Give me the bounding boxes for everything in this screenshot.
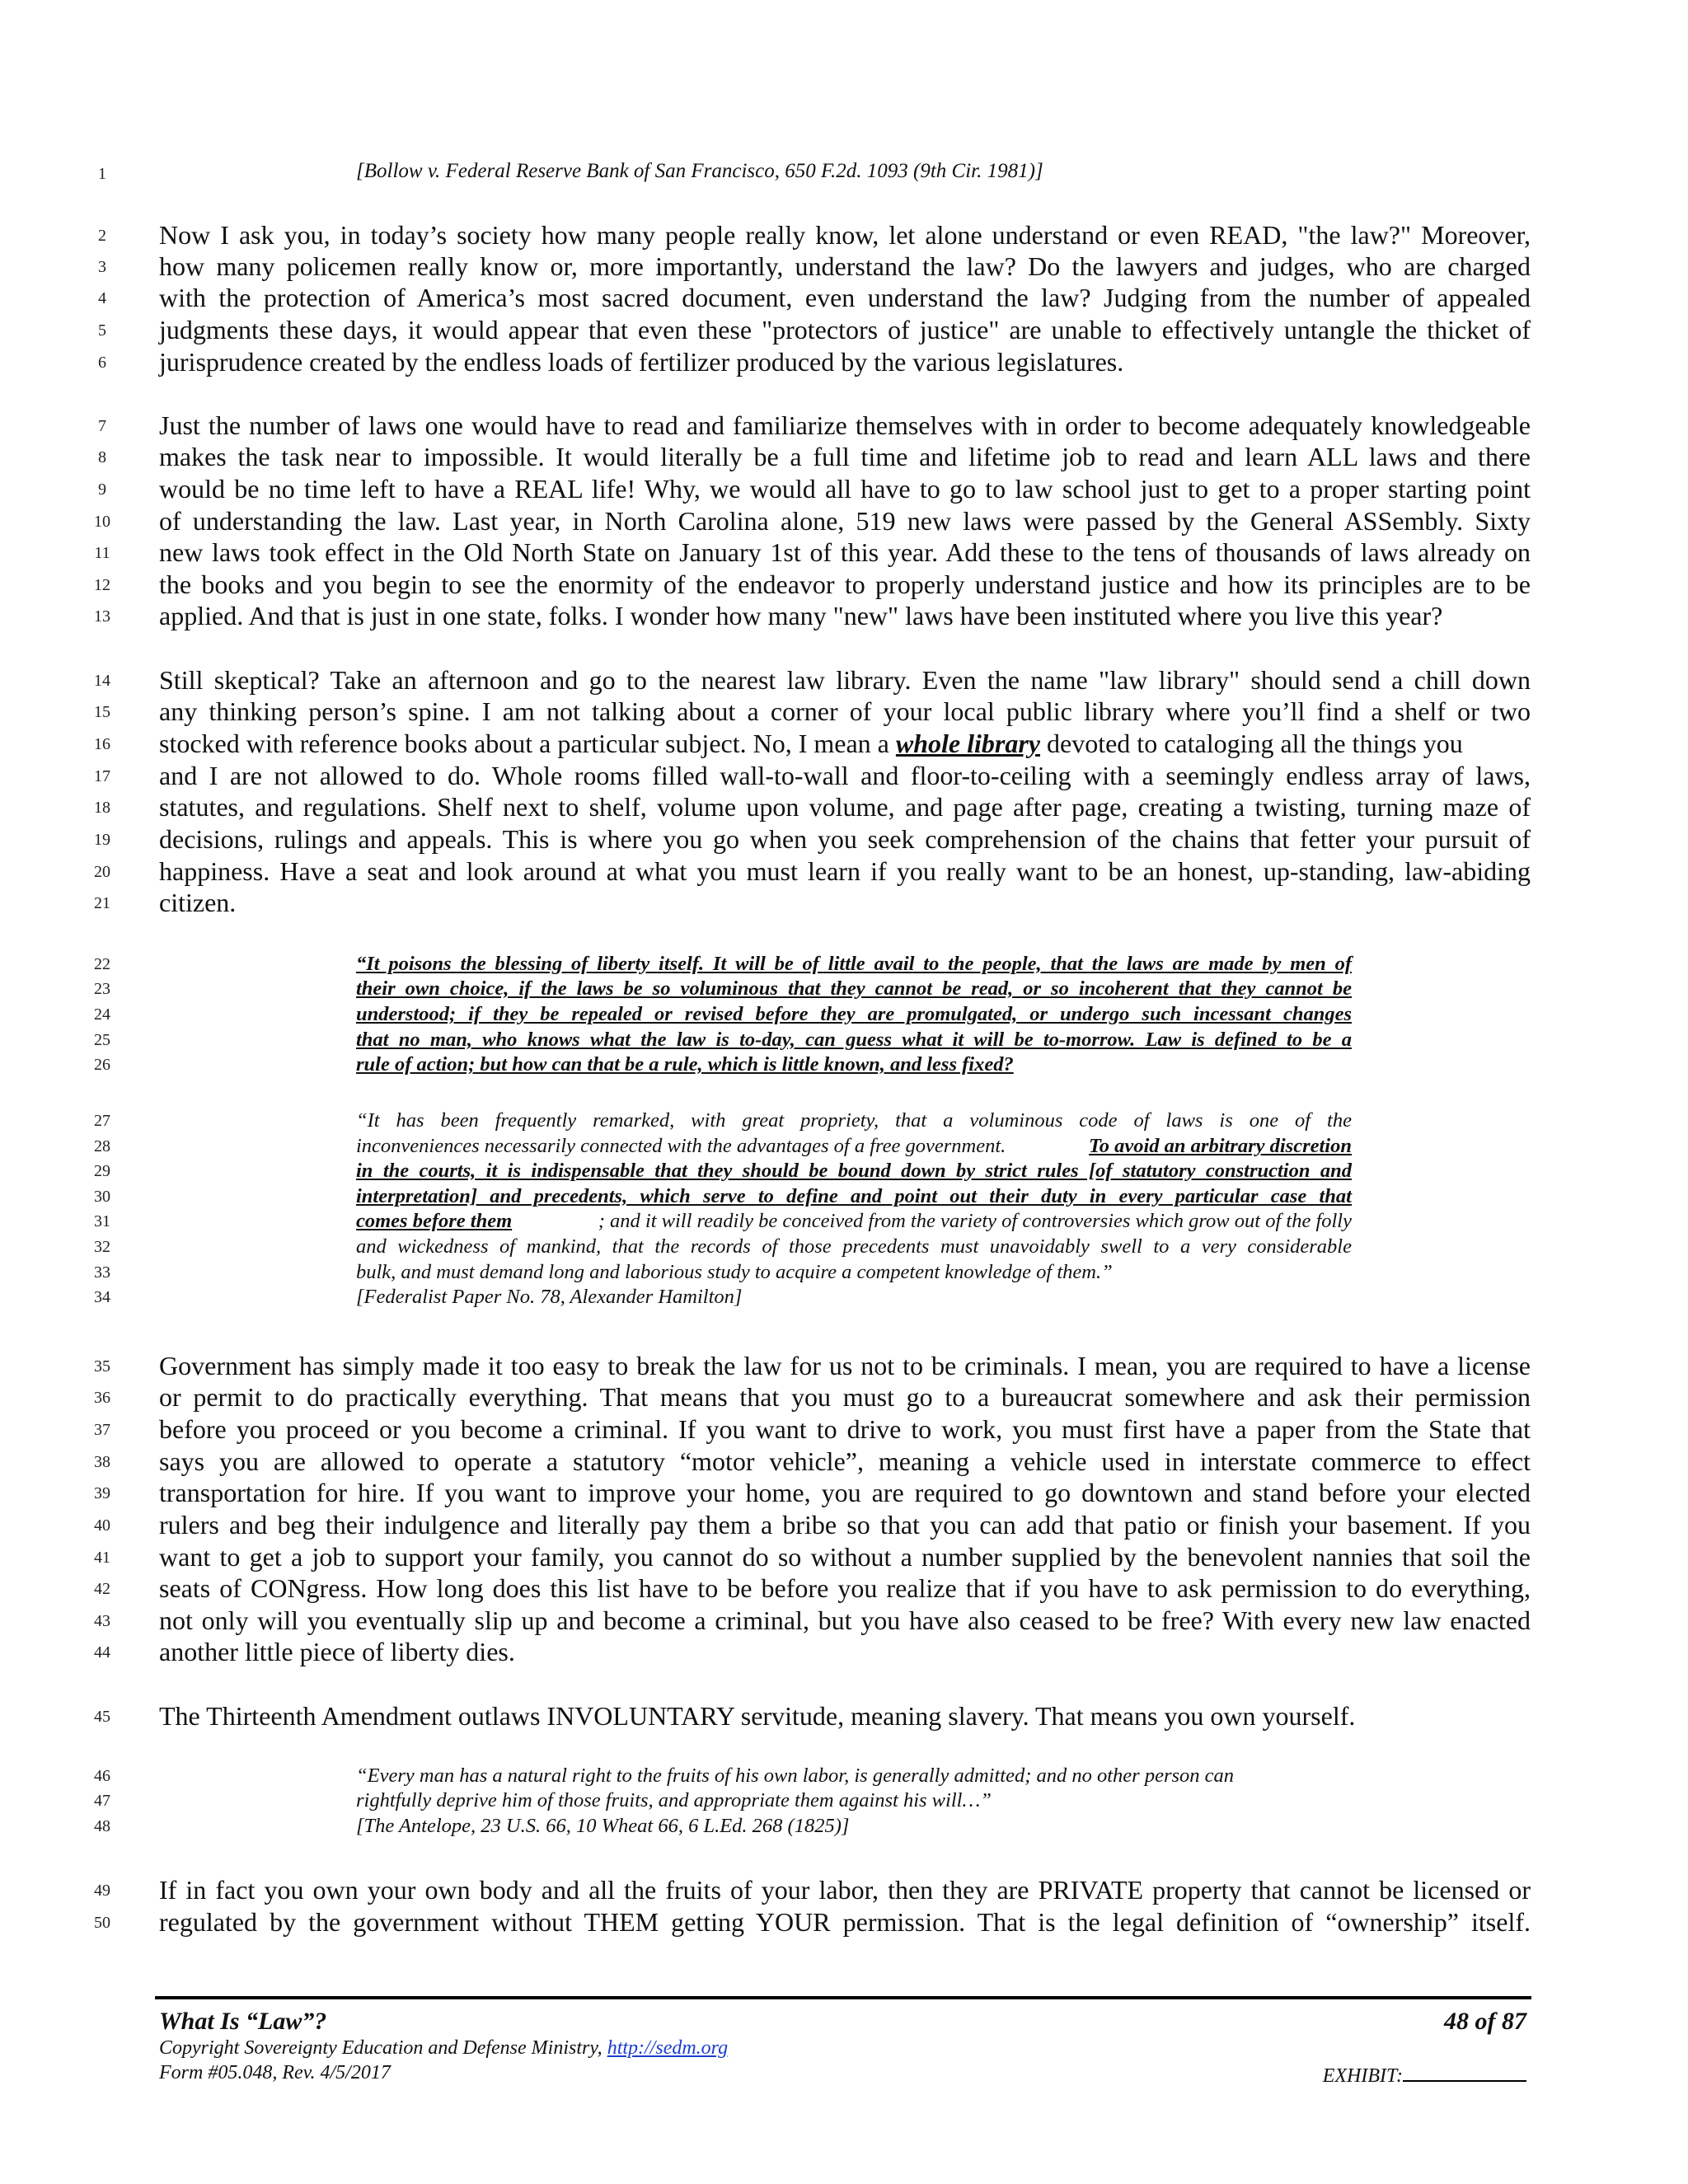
emphasized-phrase: To avoid an arbitrary discretion (1089, 1135, 1352, 1157)
quote-line: understood; if they be repealed or revised before they are promulgated, or undergo such incessant changes (356, 1003, 1352, 1025)
line-number: 11 (94, 544, 110, 562)
quote-line (356, 1209, 1352, 1234)
text-fragment: ; and it will readily be conceived from the variety of controversies which grow out of the folly (598, 1210, 1352, 1232)
line-number: 32 (94, 1238, 110, 1256)
text-fragment: devoted to cataloging all the things you (1040, 729, 1463, 758)
text-line: another little piece of liberty dies. (159, 1637, 515, 1666)
case-citation: [Bollow v. Federal Reserve Bank of San Francisco, 650 F.2d. 1093 (9th Cir. 1981)] (356, 160, 1043, 182)
text-line: Government has simply made it too easy to break the law for us not to be criminals. I mean, you are required to have a license (159, 1351, 1531, 1380)
text-line (159, 728, 1531, 759)
quote-line: bulk, and must demand long and laborious study to acquire a competent knowledge of them.” (356, 1261, 1113, 1283)
line-number: 29 (94, 1162, 110, 1180)
text-line: makes the task near to impossible. It would literally be a full time and lifetime job to read and learn ALL laws and there (159, 442, 1531, 471)
quote-line: rightfully deprive him of those fruits, and appropriate them against his will…” (356, 1789, 992, 1811)
line-number: 23 (94, 980, 110, 998)
line-number: 42 (94, 1580, 110, 1598)
line-number: 41 (94, 1549, 110, 1567)
line-number: 15 (94, 703, 110, 721)
copyright-text: Copyright Sovereignty Education and Defense Ministry, (159, 2037, 607, 2059)
text-line: before you proceed or you become a criminal. If you want to drive to work, you must first have a paper from the State that (159, 1414, 1531, 1444)
text-line: rulers and beg their indulgence and literally pay them a bribe so that you can add that patio or finish your basement. If you (159, 1510, 1531, 1540)
line-number: 28 (94, 1137, 110, 1155)
line-number: 43 (94, 1612, 110, 1630)
text-line: Just the number of laws one would have to read and familiarize themselves with in order to become adequately knowledgeable (159, 410, 1531, 440)
line-number: 6 (98, 354, 106, 372)
text-line: citizen. (159, 888, 237, 917)
text-line: seats of CONgress. How long does this list have to be before you realize that if you have to ask permission to do everything, (159, 1573, 1531, 1603)
text-line: the books and you begin to see the enormity of the endeavor to properly understand justice and how its principles are to be (159, 569, 1531, 599)
line-number: 47 (94, 1792, 110, 1810)
line-number: 13 (94, 607, 110, 626)
text-line: or permit to do practically everything. That means that you must go to a bureaucrat somewhere and ask their permission (159, 1382, 1531, 1412)
line-number: 46 (94, 1767, 110, 1785)
footer-divider (155, 1996, 1531, 1999)
text-line: Still skeptical? Take an afternoon and go to the nearest law library. Even the name "law library" should send a chill down (159, 665, 1531, 695)
text-fragment: stocked with reference books about a particular subject. No, I mean a (159, 729, 896, 758)
text-line: If in fact you own your own body and all the fruits of your labor, then they are PRIVATE property that cannot be licensed or (159, 1875, 1531, 1905)
text-line: new laws took effect in the Old North State on January 1st of this year. Add these to the tens of thousands of laws already on (159, 537, 1531, 567)
line-number: 45 (94, 1708, 110, 1726)
line-number: 5 (98, 321, 106, 340)
quote-line: that no man, who knows what the law is to-day, can guess what it will be to-morrow. Law is defined to be a (356, 1029, 1352, 1051)
line-number: 44 (94, 1643, 110, 1661)
quote-citation: [Federalist Paper No. 78, Alexander Hamilton] (356, 1286, 743, 1308)
text-line: says you are allowed to operate a statutory “motor vehicle”, meaning a vehicle used in interstate commerce to effect (159, 1446, 1531, 1476)
line-number: 12 (94, 576, 110, 594)
text-line: judgments these days, it would appear that even these "protectors of justice" are unable to effectively untangle the thicket of (159, 315, 1531, 344)
line-number: 4 (98, 289, 106, 307)
text-line: with the protection of America’s most sacred document, even understand the law? Judging from the number of appealed (159, 283, 1531, 312)
text-line: happiness. Have a seat and look around at what you must learn if you really want to be an honest, up-standing, law-abiding (159, 856, 1531, 886)
line-number: 16 (94, 735, 110, 753)
copyright-line (159, 2037, 728, 2060)
exhibit-label (1323, 2062, 1526, 2088)
document-title: What Is “Law”? (159, 2008, 327, 2035)
text-line: of understanding the law. Last year, in North Carolina alone, 519 new laws were passed by the General ASSembly. Sixty (159, 506, 1531, 536)
text-line: decisions, rulings and appeals. This is where you go when you seek comprehension of the chains that fetter your pursuit of (159, 824, 1531, 854)
line-number: 27 (94, 1112, 110, 1130)
text-line: and I are not allowed to do. Whole rooms filled wall-to-wall and floor-to-ceiling with a seemingly endless array of laws, (159, 761, 1531, 790)
line-number: 7 (98, 417, 106, 435)
line-number: 24 (94, 1005, 110, 1024)
text-line: Now I ask you, in today’s society how many people really know, let alone understand or even READ, "the law?" Moreover, (159, 220, 1531, 250)
quote-line: and wickedness of mankind, that the records of those precedents must unavoidably swell to a very considerable (356, 1235, 1352, 1258)
text-line: how many policemen really know or, more importantly, understand the law? Do the lawyers and judges, who are charged (159, 251, 1531, 281)
text-line: applied. And that is just in one state, folks. I wonder how many "new" laws have been instituted where you live this year? (159, 601, 1443, 630)
line-number: 8 (98, 448, 106, 466)
line-number: 35 (94, 1357, 110, 1376)
line-number: 40 (94, 1516, 110, 1535)
line-number: 39 (94, 1484, 110, 1502)
line-number: 17 (94, 767, 110, 785)
quote-line: rule of action; but how can that be a rule, which is little known, and less fixed? (356, 1053, 1014, 1076)
text-line: statutes, and regulations. Shelf next to shelf, volume upon volume, and page after page, creating a twisting, turning maze of (159, 792, 1531, 822)
emphasized-phrase: whole library (895, 729, 1040, 758)
quote-line: “It has been frequently remarked, with great propriety, that a voluminous code of laws is one of the (356, 1109, 1352, 1132)
quote-line: in the courts, it is indispensable that they should be bound down by strict rules [of statutory construction and (356, 1160, 1352, 1182)
text-line: The Thirteenth Amendment outlaws INVOLUNTARY servitude, meaning slavery. That means you own yourself. (159, 1701, 1356, 1731)
line-number: 31 (94, 1212, 110, 1230)
line-number: 9 (98, 480, 106, 499)
text-line: not only will you eventually slip up and become a criminal, but you have also ceased to be free? With every new law enacted (159, 1605, 1531, 1635)
line-number: 2 (98, 227, 106, 245)
text-line: regulated by the government without THEM getting YOUR permission. That is the legal definition of “ownership” itself. (159, 1907, 1531, 1937)
text-line: any thinking person’s spine. I am not talking about a corner of your local public library where you’ll find a shelf or two (159, 696, 1531, 726)
line-number: 48 (94, 1817, 110, 1835)
line-number: 38 (94, 1453, 110, 1471)
quote-line: interpretation] and precedents, which serve to define and point out their duty in every particular case that (356, 1185, 1352, 1207)
quote-line (356, 1134, 1352, 1159)
line-number: 37 (94, 1421, 110, 1439)
text-line: jurisprudence created by the endless loads of fertilizer produced by the various legislatures. (159, 347, 1124, 377)
text-line: transportation for hire. If you want to improve your home, you are required to go downtown and stand before your elected (159, 1478, 1531, 1507)
line-number: 26 (94, 1056, 110, 1074)
line-number: 49 (94, 1882, 110, 1900)
quote-citation: [The Antelope, 23 U.S. 66, 10 Wheat 66, 6 L.Ed. 268 (1825)] (356, 1815, 850, 1837)
line-number: 1 (98, 165, 106, 183)
line-number: 3 (98, 258, 106, 276)
emphasized-phrase: comes before them (356, 1210, 513, 1232)
quote-line: “It poisons the blessing of liberty itself. It will be of little avail to the people, that the laws are made by men of (356, 953, 1352, 975)
line-number: 14 (94, 672, 110, 690)
quote-line: “Every man has a natural right to the fruits of his own labor, is generally admitted; and no other person can (356, 1765, 1235, 1787)
exhibit-text: EXHIBIT: (1322, 2065, 1403, 2087)
line-number: 22 (94, 955, 110, 973)
line-number: 36 (94, 1389, 110, 1407)
quote-line: their own choice, if the laws be so voluminous that they cannot be read, or so incoherent that they cannot be (356, 977, 1352, 1000)
page-number: 48 of 87 (1444, 2008, 1526, 2035)
form-number: Form #05.048, Rev. 4/5/2017 (159, 2062, 391, 2083)
line-number: 50 (94, 1914, 110, 1932)
line-number: 20 (94, 863, 110, 881)
line-number: 19 (94, 831, 110, 849)
line-number: 18 (94, 799, 110, 817)
exhibit-blank-line (1403, 2062, 1526, 2082)
line-number: 33 (94, 1263, 110, 1282)
text-fragment: inconveniences necessarily connected with the advantages of a free government. (356, 1135, 1011, 1157)
line-number: 34 (94, 1288, 110, 1306)
text-line: want to get a job to support your family, you cannot do so without a number supplied by the benevolent nannies that soil the (159, 1542, 1531, 1572)
line-number: 10 (94, 513, 110, 531)
line-number: 30 (94, 1188, 110, 1206)
line-number: 21 (94, 894, 110, 912)
sedm-link[interactable]: http://sedm.org (607, 2037, 729, 2059)
line-number: 25 (94, 1031, 110, 1049)
text-line: would be no time left to have a REAL life! Why, we would all have to go to law school just to get to a proper starting point (159, 474, 1531, 504)
